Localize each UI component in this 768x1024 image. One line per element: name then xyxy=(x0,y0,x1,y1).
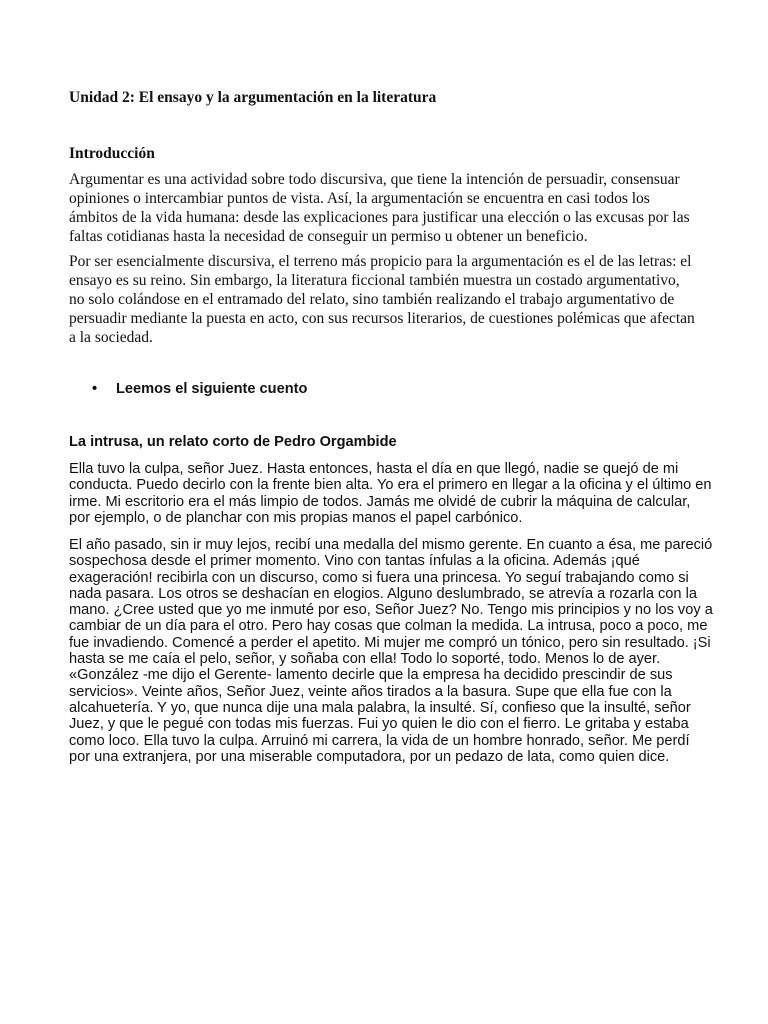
story-paragraph-1 xyxy=(69,461,712,526)
bullet-icon: • xyxy=(92,381,98,397)
paragraph-line: El año pasado, sin ir muy lejos, recibí una medalla del mismo gerente. En cuanto a ésa, me pareció xyxy=(69,537,713,553)
paragraph-line: ensayo es su reino. Sin embargo, la literatura ficcional también muestra un costado argumentativo, xyxy=(69,272,680,289)
paragraph-line: como loco. Ella tuvo la culpa. Arruinó mi carrera, la vida de un hombre honrado, señor. Me perdí xyxy=(69,732,690,749)
introduction-paragraph-1 xyxy=(69,170,709,246)
unit-title: Unidad 2: El ensayo y la argumentación en la literatura xyxy=(69,89,437,106)
paragraph-line: por una extranjera, por una miserable computadora, por un pedazo de lata, como quien dice. xyxy=(69,748,670,765)
paragraph-line: Juez, y que le pegué con todas mis fuerzas. Fui yo quien le dio con el fierro. Le gritaba y estaba xyxy=(69,716,689,733)
paragraph-line: Argumentar es una actividad sobre todo discursiva, que tiene la intención de persuadir, consensuar xyxy=(69,171,680,188)
paragraph-line: exageración! recibirla con un discurso, como si fuera una princesa. Yo seguí trabajando como si xyxy=(69,569,689,586)
paragraph-line: persuadir mediante la puesta en acto, con sus recursos literarios, de cuestiones polémicas que afectan xyxy=(69,310,695,327)
introduction-paragraph-2 xyxy=(69,252,709,347)
paragraph-line: a la sociedad. xyxy=(69,329,153,346)
paragraph-line: opiniones o intercambiar puntos de vista. Así, la argumentación se encuentra en casi todos los xyxy=(69,190,650,207)
paragraph-line: «González -me dijo el Gerente- lamento decirle que la empresa ha decidido prescindir de sus xyxy=(69,667,673,684)
story-paragraph-2 xyxy=(69,537,713,765)
paragraph-line: por ejemplo, o de planchar con mis propias manos el papel carbónico. xyxy=(69,509,523,526)
paragraph-line: fue invadiendo. Comencé a perder el apetito. Mi mujer me compró un tónico, pero sin resultado. ¡Si xyxy=(69,634,711,651)
paragraph-line: ámbitos de la vida humana: desde las explicaciones para justificar una elección o las excusas por las xyxy=(69,209,690,226)
paragraph-line: irme. Mi escritorio era el más limpio de todos. Jamás me olvidé de cubrir la máquina de calcular, xyxy=(69,493,691,510)
paragraph-line: cambiar de un día para el otro. Pero hay cosas que colman la medida. La intrusa, poco a poco, me xyxy=(69,618,708,635)
paragraph-line: hasta se me caía el pelo, señor, y soñaba con ella! Todo lo soporté, todo. Menos lo de ayer. xyxy=(69,651,661,668)
paragraph-line: servicios». Veinte años, Señor Juez, veinte años tirados a la basura. Supe que ella fue con la xyxy=(69,683,672,700)
paragraph-line: nada pasara. Los otros se deshacían en elogios. Alguno deslumbrado, se atrevía a rozarla con la xyxy=(69,585,697,602)
bullet-item xyxy=(92,381,307,397)
story-title: La intrusa, un relato corto de Pedro Orgambide xyxy=(69,434,397,450)
paragraph-line: mano. ¿Cree usted que yo me inmuté por eso, Señor Juez? No. Tengo mis principios y no los voy a xyxy=(69,602,713,619)
paragraph-line: no solo colándose en el entramado del relato, sino también realizando el trabajo argumentativo de xyxy=(69,291,675,308)
paragraph-line: sospechosa desde el primer momento. Vino con tantas ínfulas a la oficina. Además ¡qué xyxy=(69,553,640,570)
paragraph-line: conducta. Puedo decirlo con la frente bien alta. Yo era el primero en llegar a la oficina y el último en xyxy=(69,477,712,494)
paragraph-line: alcahuetería. Y yo, que nunca dije una mala palabra, la insulté. Sí, confieso que la insulté, señor xyxy=(69,699,691,716)
paragraph-line: Ella tuvo la culpa, señor Juez. Hasta entonces, hasta el día en que llegó, nadie se quejó de mi xyxy=(69,461,679,477)
paragraph-line: Por ser esencialmente discursiva, el terreno más propicio para la argumentación es el de las letras: el xyxy=(69,253,692,270)
bullet-text: Leemos el siguiente cuento xyxy=(116,381,308,397)
paragraph-line: faltas cotidianas hasta la necesidad de conseguir un permiso u obtener un beneficio. xyxy=(69,228,588,245)
introduction-heading: Introducción xyxy=(69,145,155,162)
